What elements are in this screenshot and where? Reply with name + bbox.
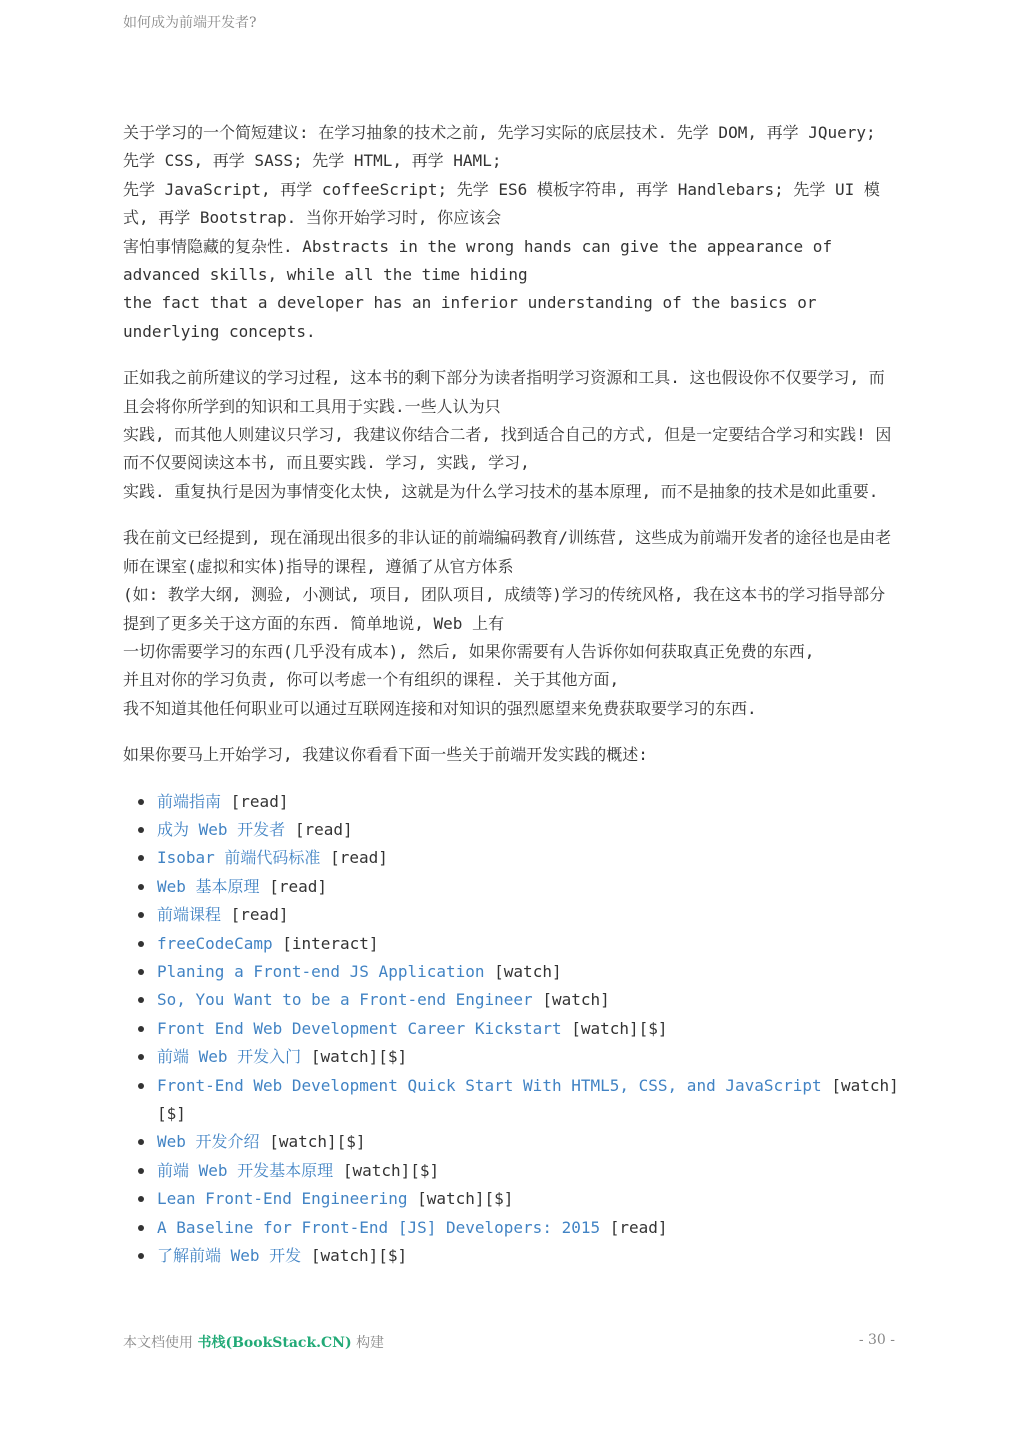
resource-tag: [watch]: [494, 961, 562, 981]
paragraph-line: 先学 JavaScript, 再学 coffeeScript; 先学 ES6 模板字符串, 再学 Handlebars; 先学 UI 模式, 再学 Bootstrap. 当你开始学习时, 你应该会: [123, 179, 880, 228]
resource-tag: [watch][$]: [417, 1189, 514, 1209]
resource-link[interactable]: Front-End Web Development Quick Start With HTML5, CSS, and JavaScript: [157, 1075, 822, 1095]
list-item: [157, 816, 899, 844]
footer-prefix: 本文档使用: [123, 1335, 193, 1351]
list-item: [157, 1185, 899, 1213]
resource-tag: [watch]: [542, 990, 610, 1010]
resource-tag: [read]: [330, 848, 388, 868]
list-item: [157, 873, 899, 901]
list-item: [157, 1043, 899, 1071]
paragraph-1: [123, 119, 899, 346]
paragraph-line: 我在前文已经提到, 现在涌现出很多的非认证的前端编码教育/训练营, 这些成为前端开发者的途径也是由老师在课室(虚拟和实体)指导的课程, 遵循了从官方体系: [123, 528, 892, 576]
running-header: 如何成为前端开发者?: [123, 15, 257, 31]
document-body: [123, 119, 899, 1270]
paragraph-line: 如果你要马上开始学习, 我建议你看看下面一些关于前端开发实践的概述:: [123, 745, 648, 765]
paragraph-line: the fact that a developer has an inferior understanding of the basics or underlying concepts.: [123, 293, 817, 341]
list-item: [157, 958, 899, 986]
list-item: [157, 844, 899, 872]
paragraph-line: 一切你需要学习的东西(几乎没有成本), 然后, 如果你需要有人告诉你如何获取真正免费的东西,: [123, 641, 815, 661]
paragraph-line: 实践, 而其他人则建议只学习, 我建议你结合二者, 找到适合自己的方式, 但是一定要结合学习和实践! 因而不仅要阅读这本书, 而且要实践. 学习, 实践, 学习,: [123, 425, 892, 473]
paragraph-3: [123, 524, 899, 723]
page-number: - 30 -: [858, 1332, 895, 1348]
resource-tag: [read]: [294, 819, 353, 839]
footer-brand-link[interactable]: 书栈(BookStack.CN): [197, 1335, 352, 1351]
list-item: [157, 986, 899, 1014]
resource-tag: [watch][$]: [342, 1160, 440, 1180]
resource-list: [123, 788, 899, 1271]
list-item: [157, 788, 899, 816]
resource-link[interactable]: Front End Web Development Career Kickstart: [157, 1018, 562, 1038]
resource-link[interactable]: 了解前端 Web 开发: [157, 1246, 302, 1266]
resource-link[interactable]: A Baseline for Front-End [JS] Developers: 2015: [157, 1217, 601, 1237]
paragraph-line: 害怕事情隐藏的复杂性. Abstracts in the wrong hands can give the appearance of advanced skills, while all the time hiding: [123, 236, 833, 285]
resource-link[interactable]: Lean Front-End Engineering: [157, 1189, 408, 1209]
resource-link[interactable]: Planing a Front-end JS Application: [157, 961, 485, 981]
paragraph-4: [123, 741, 899, 769]
resource-link[interactable]: 前端课程: [157, 905, 222, 925]
paragraph-2: [123, 364, 899, 506]
resource-link[interactable]: 成为 Web 开发者: [157, 819, 286, 839]
list-item: [157, 1214, 899, 1242]
paragraph-line: 正如我之前所建议的学习过程, 这本书的剩下部分为读者指明学习资源和工具. 这也假设你不仅要学习, 而且会将你所学到的知识和工具用于实践.一些人认为只: [123, 368, 885, 416]
resource-tag: [read]: [609, 1217, 668, 1237]
list-item: [157, 1242, 899, 1270]
list-item: [157, 1015, 899, 1043]
paragraph-line: 我不知道其他任何职业可以通过互联网连接和对知识的强烈愿望来免费获取要学习的东西.: [123, 698, 757, 718]
paragraph-line: 实践. 重复执行是因为事情变化太快, 这就是为什么学习技术的基本原理, 而不是抽象的技术是如此重要.: [123, 481, 879, 501]
resource-tag: [read]: [230, 791, 289, 811]
list-item: [157, 1072, 899, 1129]
resource-link[interactable]: 前端 Web 开发入门: [157, 1047, 302, 1067]
footer-suffix: 构建: [356, 1335, 385, 1351]
resource-link[interactable]: 前端 Web 开发基本原理: [157, 1160, 334, 1180]
list-item: [157, 901, 899, 929]
list-item: [157, 930, 899, 958]
resource-tag: [interact]: [282, 933, 379, 953]
resource-link[interactable]: So, You Want to be a Front-end Engineer: [157, 990, 533, 1010]
list-item: [157, 1157, 899, 1185]
resource-tag: [watch][$]: [157, 1075, 899, 1123]
resource-link[interactable]: Web 开发介绍: [157, 1132, 260, 1152]
resource-link[interactable]: freeCodeCamp: [157, 933, 273, 953]
paragraph-line: 并且对你的学习负责, 你可以考虑一个有组织的课程. 关于其他方面,: [123, 670, 620, 690]
resource-link[interactable]: 前端指南: [157, 791, 222, 811]
resource-tag: [watch][$]: [571, 1018, 668, 1038]
paragraph-line: (如: 教学大纲, 测验, 小测试, 项目, 团队项目, 成绩等)学习的传统风格, 我在这本书的学习指导部分提到了更多关于这方面的东西. 简单地说, Web 上有: [123, 585, 886, 633]
list-item: [157, 1128, 899, 1156]
resource-tag: [read]: [269, 876, 327, 896]
paragraph-line: 关于学习的一个简短建议: 在学习抽象的技术之前, 先学习实际的底层技术. 先学 DOM, 再学 JQuery; 先学 CSS, 再学 SASS; 先学 HTML, 再学 HAML;: [123, 123, 876, 171]
resource-tag: [watch][$]: [310, 1246, 408, 1266]
resource-tag: [watch][$]: [269, 1132, 366, 1152]
resource-link[interactable]: Isobar 前端代码标准: [157, 848, 321, 868]
resource-link[interactable]: Web 基本原理: [157, 876, 260, 896]
resource-tag: [watch][$]: [310, 1047, 408, 1067]
page-footer: [123, 1332, 384, 1352]
resource-tag: [read]: [230, 905, 289, 925]
